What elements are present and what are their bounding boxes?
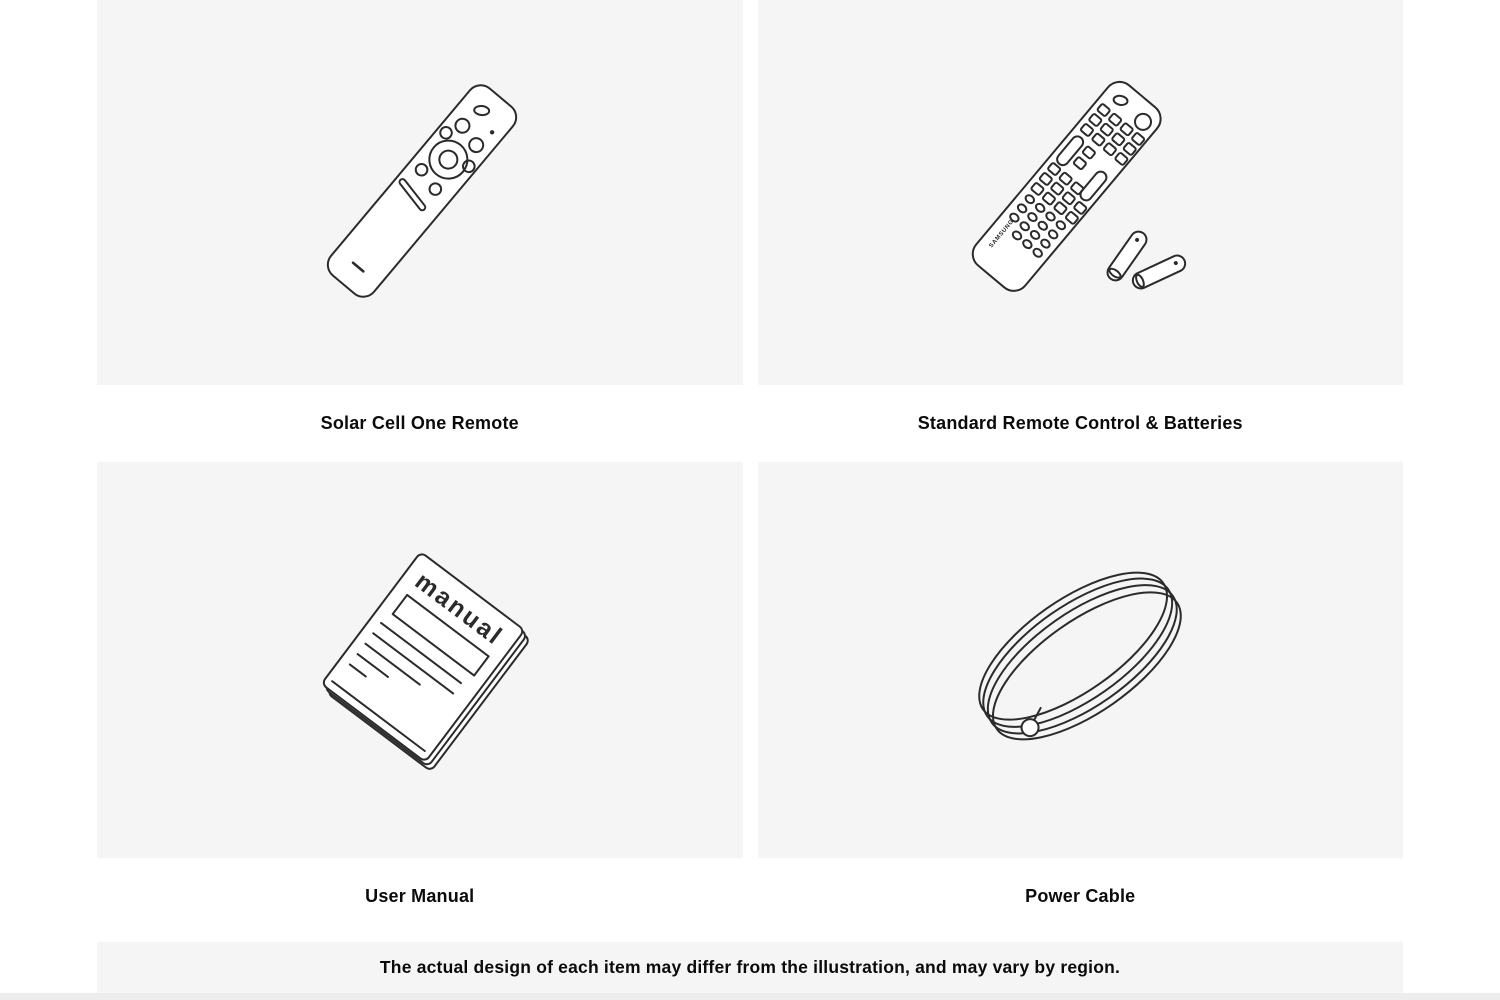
remote-brand-text: SAMSUNG [988,218,1016,249]
panel-user-manual [97,462,743,858]
panel-solar-remote [97,0,743,385]
disclaimer-text: The actual design of each item may differ from the illustration, and may vary by region. [379,957,1121,977]
caption-text: Standard Remote Control & Batteries [917,413,1243,433]
caption-standard-remote [758,385,1404,462]
caption-text: Power Cable [1025,885,1136,906]
manual-book [319,552,533,771]
panel-standard-remote [758,0,1404,385]
caption-solar-remote [97,385,743,462]
caption-text: Solar Cell One Remote [320,413,519,433]
power-cable-illustration [960,550,1200,770]
standard-remote-batteries-illustration [955,68,1205,318]
disclaimer-bar [97,942,1403,993]
next-section-edge [0,993,1500,1000]
accessories-grid-top [97,0,1403,942]
standard-remote-body [967,75,1167,296]
caption-user-manual [97,858,743,942]
user-manual-illustration [295,545,545,775]
battery [1130,252,1188,290]
cable-coil [960,550,1200,767]
solar-remote-illustration [310,73,530,313]
caption-text: User Manual [365,885,475,906]
accessories-section [97,0,1403,942]
manual-cover-text: manual [409,567,509,652]
solar-remote-body [322,79,522,302]
panel-power-cable [758,462,1404,858]
caption-power-cable [758,858,1404,942]
